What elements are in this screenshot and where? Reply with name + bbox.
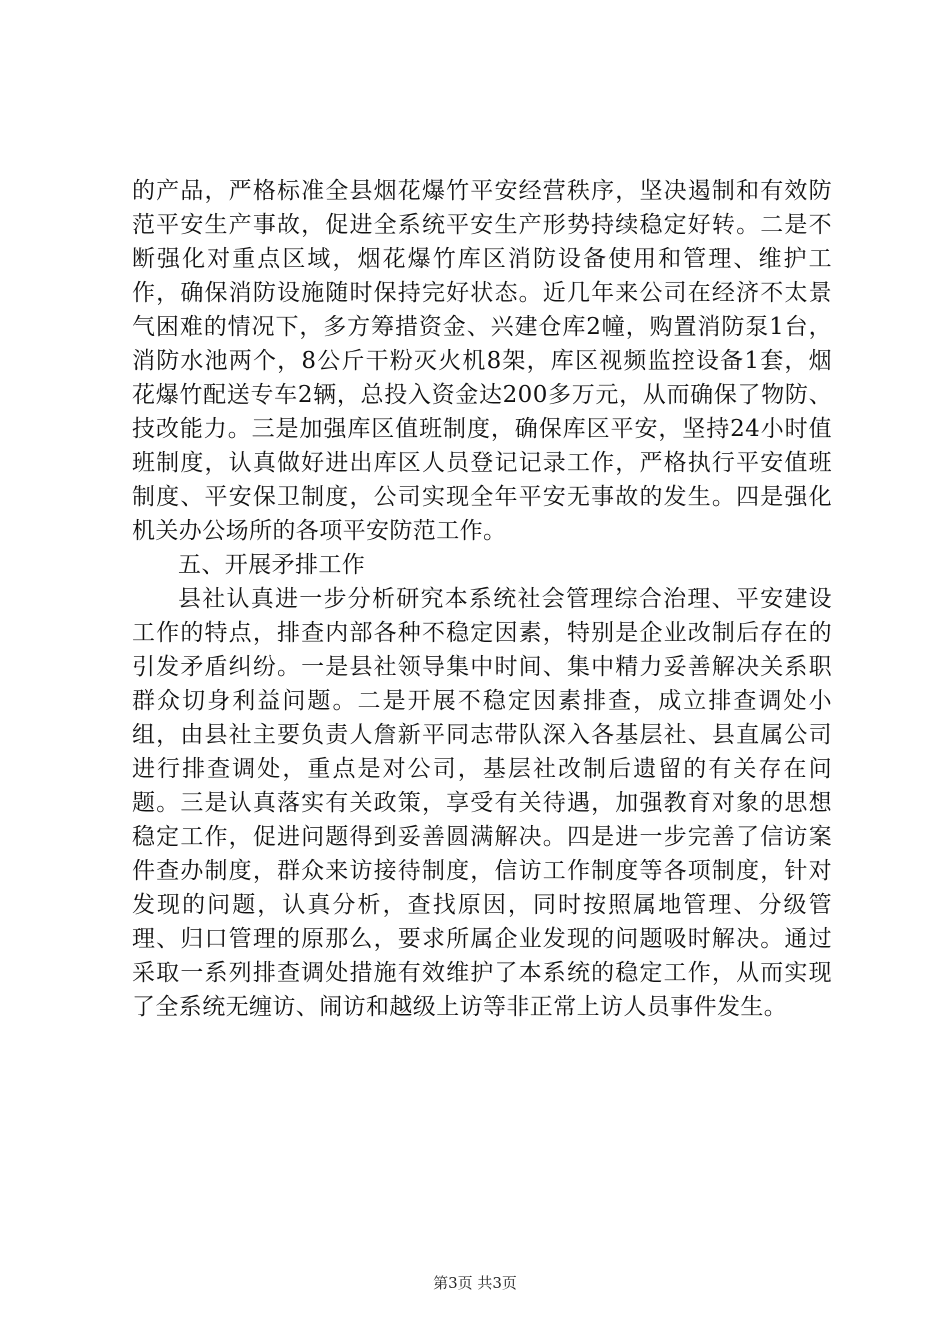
paragraph-continued: 的产品，严格标准全县烟花爆竹平安经营秩序，坚决遏制和有效防范平安生产事故，促进全系统平安生产形势持续稳定好转。二是不断强化对重点区域，烟花爆竹库区消防设备使用和管理、维护工作，确保消防设施随时保持完好状态。近几年来公司在经济不太景气困难的情况下，多方筹措资金、兴建仓库2幢，购置消防泵1台，消防水池两个，8公斤干粉灭火机8架，库区视频监控设备1套，烟花爆竹配送专车2辆，总投入资金达200多万元，从而确保了物防、技改能力。三是加强库区值班制度，确保库区平安，坚持24小时值班制度，认真做好进出库区人员登记记录工作，严格执行平安值班制度、平安保卫制度，公司实现全年平安无事故的发生。四是强化机关办公场所的各项平安防范工作。 (132, 178, 832, 544)
paragraph-section-5: 县社认真进一步分析研究本系统社会管理综合治理、平安建设工作的特点，排查内部各种不稳定因素，特别是企业改制后存在的引发矛盾纠纷。一是县社领导集中时间、集中精力妥善解决关系职群众切身利益问题。二是开展不稳定因素排查，成立排查调处小组，由县社主要负责人詹新平同志带队深入各基层社、县直属公司进行排查调处，重点是对公司，基层社改制后遗留的有关存在问题。三是认真落实有关政策，享受有关待遇，加强教育对象的思想稳定工作，促进问题得到妥善圆满解决。四是进一步完善了信访案件查办制度，群众来访接待制度，信访工作制度等各项制度，针对发现的问题，认真分析，查找原因，同时按照属地管理、分级管理、归口管理的原那么，要求所属企业发现的问题吸时解决。通过采取一系列排查调处措施有效维护了本系统的稳定工作，从而实现了全系统无缠访、闹访和越级上访等非正常上访人员事件发生。 (132, 586, 832, 1020)
document-body (132, 174, 832, 1024)
page-footer: 第3页 共3页 (433, 1274, 517, 1292)
section-heading-5: 五、开展矛排工作 (178, 552, 366, 578)
